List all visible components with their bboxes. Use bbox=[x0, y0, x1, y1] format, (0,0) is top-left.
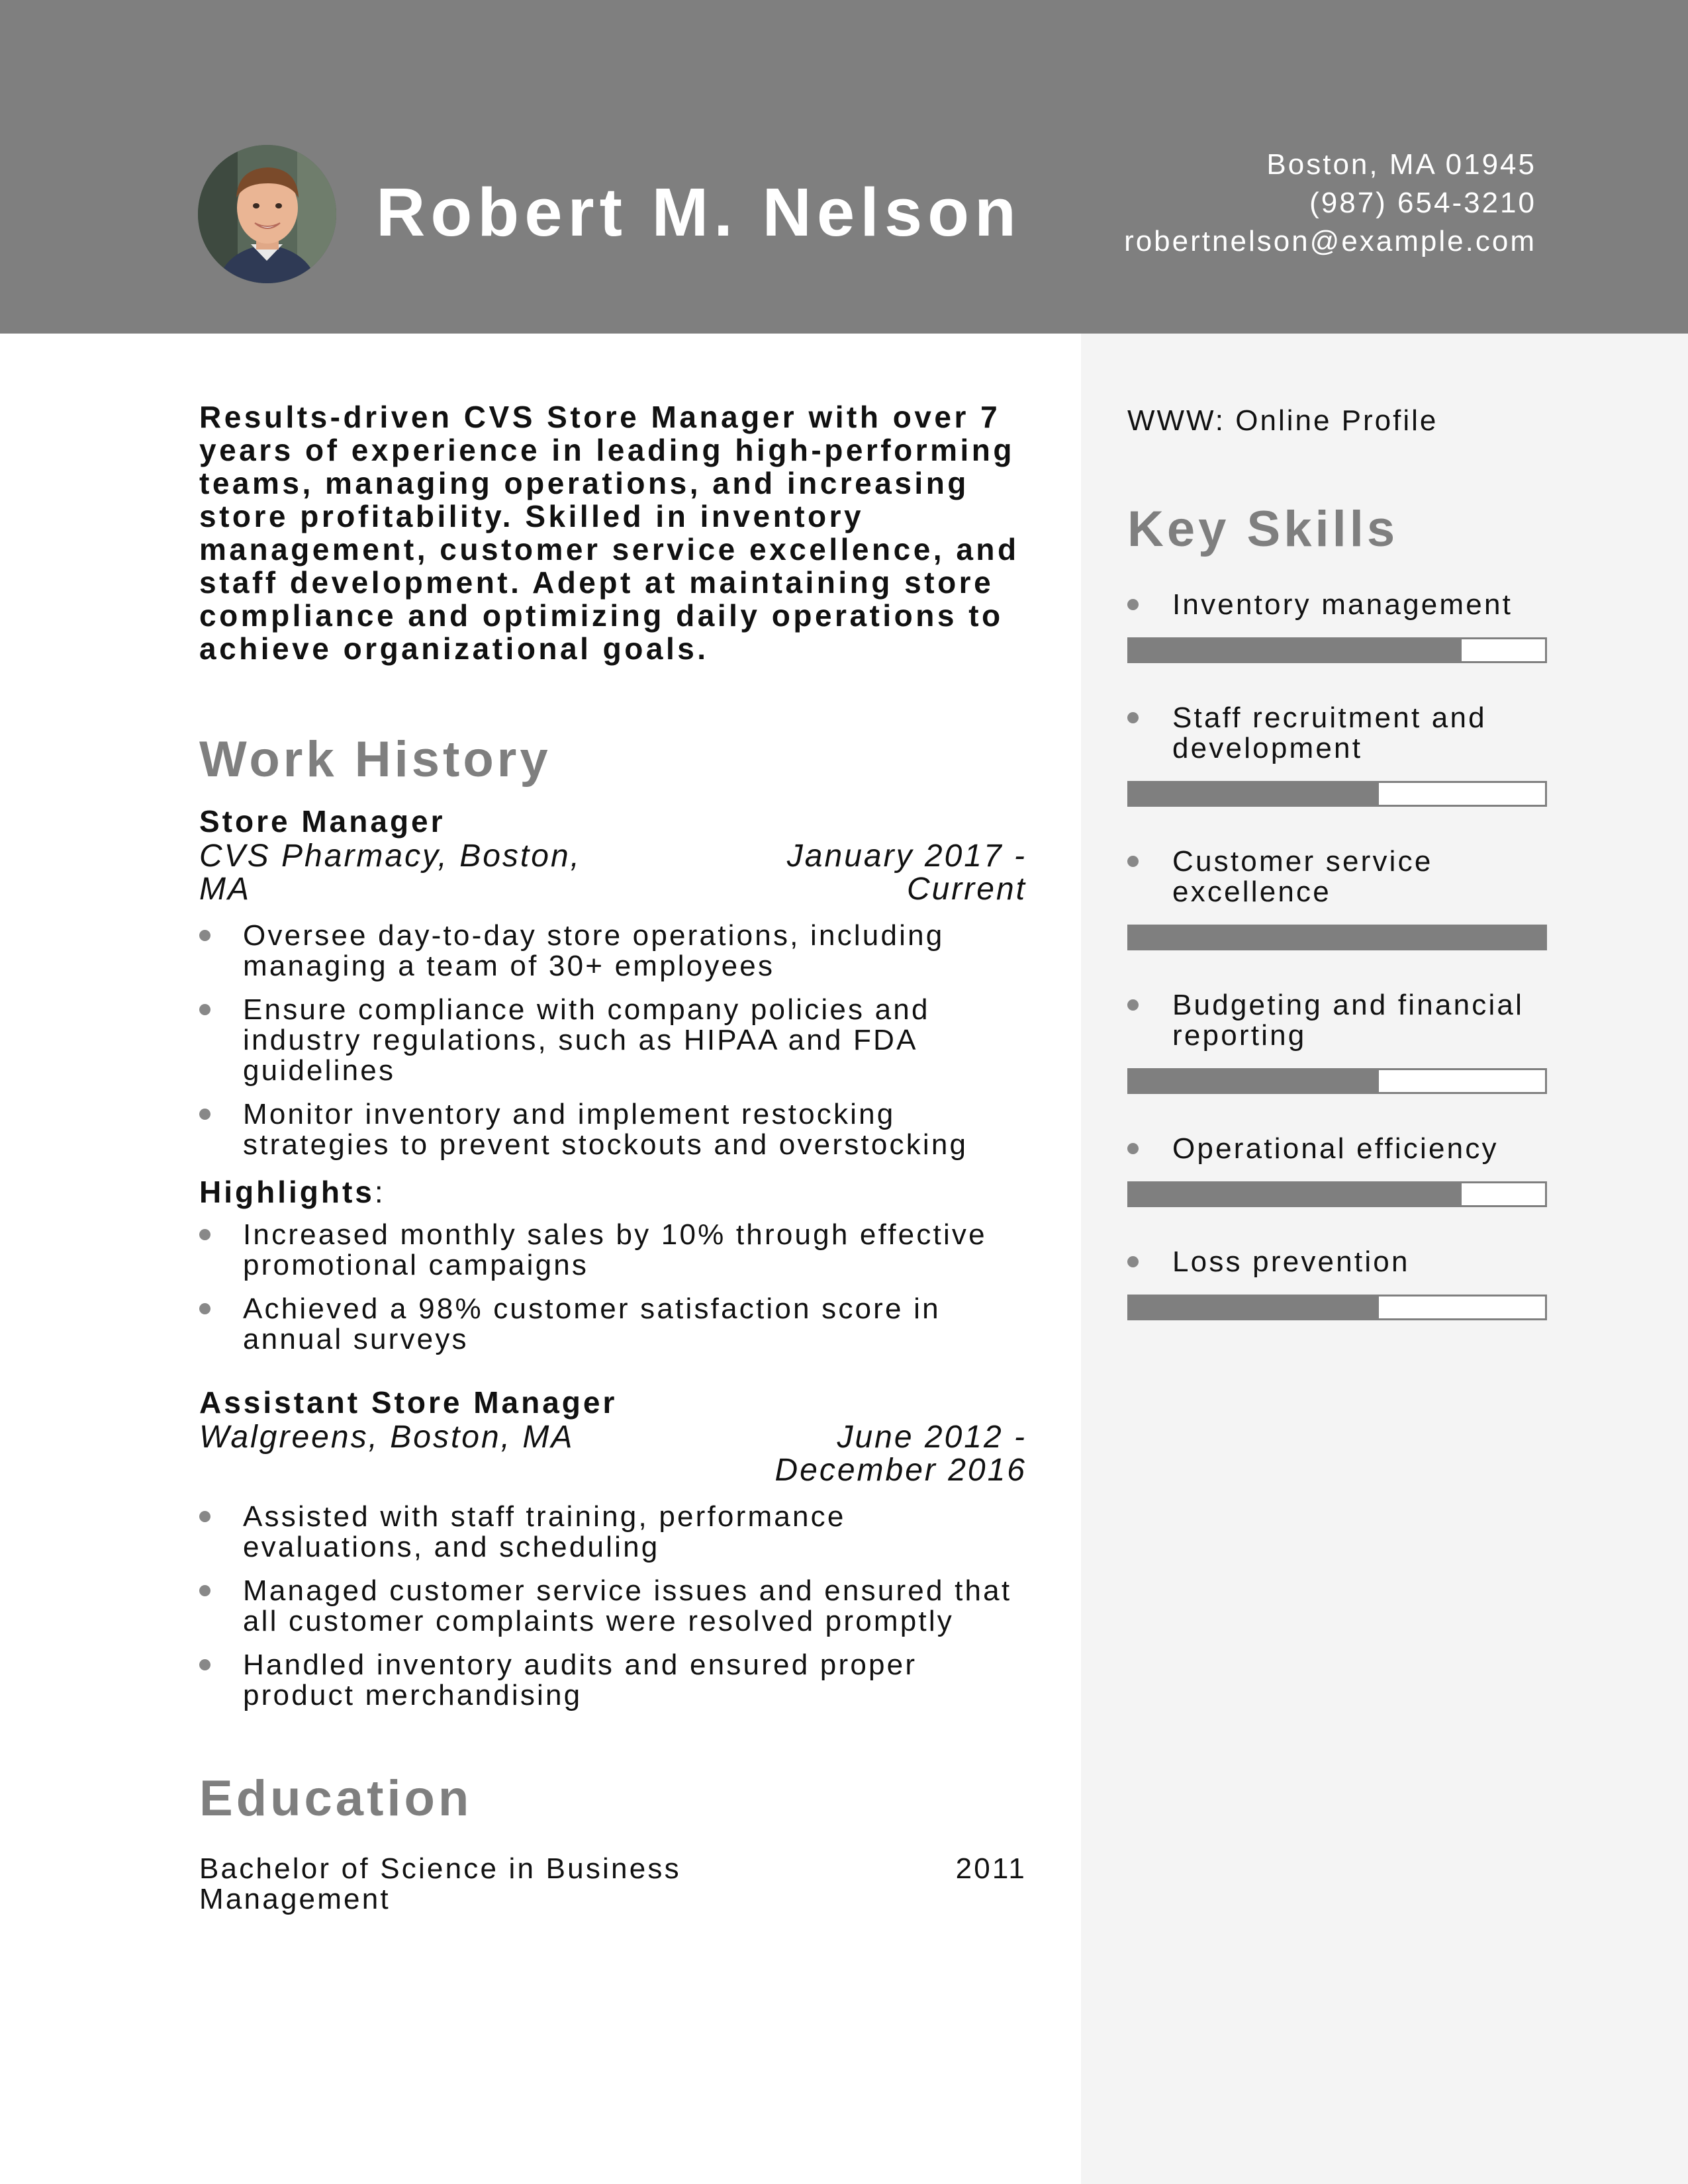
professional-summary: Results-driven CVS Store Manager with over 7 years of experience in leading high-performing teams, managing operations, and increasing store profitability. Skilled in inventory management, customer service excellence, and staff development. Adept at maintaining store compliance and optimizing daily operations to achieve organizational goals. bbox=[199, 400, 1019, 666]
online-profile-link[interactable]: WWW: Online Profile bbox=[1127, 404, 1438, 437]
job-highlights bbox=[199, 1220, 1027, 1355]
job-duties bbox=[199, 921, 1027, 1160]
list-item: Assisted with staff training, performance evaluations, and scheduling bbox=[199, 1502, 1027, 1563]
skill-level-bar bbox=[1127, 1181, 1547, 1207]
main-column bbox=[199, 400, 1027, 1915]
contact-email[interactable]: robertnelson@example.com bbox=[1124, 225, 1536, 257]
job-dates: June 2012 - December 2016 bbox=[774, 1420, 1027, 1488]
list-item: Oversee day-to-day store operations, including managing a team of 30+ employees bbox=[199, 921, 1027, 981]
sidebar-content bbox=[1127, 400, 1551, 1320]
profile-photo bbox=[198, 145, 336, 283]
list-item: Handled inventory audits and ensured proper product merchandising bbox=[199, 1650, 1027, 1711]
key-skills-heading: Key Skills bbox=[1127, 501, 1399, 557]
skill-level-bar bbox=[1127, 925, 1547, 950]
contact-location: Boston, MA 01945 bbox=[1266, 148, 1536, 181]
skill-level-fill bbox=[1129, 1070, 1379, 1092]
skill-level-bar bbox=[1127, 637, 1547, 663]
list-item: Ensure compliance with company policies and industry regulations, such as HIPAA and FDA guidelines bbox=[199, 995, 1027, 1086]
skill-item bbox=[1127, 703, 1551, 807]
education-entry bbox=[199, 1854, 1027, 1915]
job-company: Walgreens, Boston, MA bbox=[199, 1420, 575, 1455]
education-year: 2011 bbox=[955, 1852, 1027, 1885]
list-item: Managed customer service issues and ensured that all customer complaints were resolved promptly bbox=[199, 1576, 1027, 1637]
skill-level-bar bbox=[1127, 1068, 1547, 1094]
list-item: Achieved a 98% customer satisfaction score in annual surveys bbox=[199, 1294, 1027, 1355]
job-title: Assistant Store Manager bbox=[199, 1385, 618, 1420]
job-meta bbox=[199, 840, 1027, 906]
education-heading: Education bbox=[199, 1770, 473, 1827]
skill-level-fill bbox=[1129, 639, 1462, 661]
skill-item bbox=[1127, 590, 1551, 663]
skill-level-bar bbox=[1127, 781, 1547, 807]
skill-name: Operational efficiency bbox=[1127, 1134, 1551, 1164]
list-item: Increased monthly sales by 10% through effective promotional campaigns bbox=[199, 1220, 1027, 1281]
skills-list bbox=[1127, 590, 1551, 1320]
skill-level-bar bbox=[1127, 1295, 1547, 1320]
skill-level-fill bbox=[1129, 1297, 1379, 1318]
contact-info bbox=[1124, 146, 1536, 261]
job-duties bbox=[199, 1502, 1027, 1711]
education-degree: Bachelor of Science in Business Management bbox=[199, 1852, 681, 1915]
resume-header bbox=[0, 0, 1688, 334]
candidate-name: Robert M. Nelson bbox=[376, 174, 1021, 250]
skill-item bbox=[1127, 846, 1551, 950]
job-entry bbox=[199, 803, 1027, 1355]
job-meta bbox=[199, 1421, 1027, 1487]
job-company: CVS Pharmacy, Boston, MA bbox=[199, 839, 581, 907]
highlights-label: Highlights: bbox=[199, 1175, 386, 1209]
skill-level-fill bbox=[1129, 927, 1545, 948]
skill-item bbox=[1127, 990, 1551, 1094]
contact-phone[interactable]: (987) 654-3210 bbox=[1309, 187, 1536, 219]
skill-level-fill bbox=[1129, 1183, 1462, 1205]
skill-item bbox=[1127, 1134, 1551, 1207]
skill-name: Staff recruitment and development bbox=[1127, 703, 1551, 764]
job-title: Store Manager bbox=[199, 804, 445, 839]
job-dates: January 2017 - Current bbox=[786, 839, 1027, 907]
skill-level-fill bbox=[1129, 783, 1379, 805]
highlights-label-text: Highlights bbox=[199, 1175, 375, 1209]
skill-name: Budgeting and financial reporting bbox=[1127, 990, 1551, 1051]
work-history-heading: Work History bbox=[199, 731, 551, 788]
skill-name: Inventory management bbox=[1127, 590, 1551, 620]
skill-name: Customer service excellence bbox=[1127, 846, 1551, 907]
skill-name: Loss prevention bbox=[1127, 1247, 1551, 1277]
skill-item bbox=[1127, 1247, 1551, 1320]
job-entry bbox=[199, 1384, 1027, 1711]
list-item: Monitor inventory and implement restocking strategies to prevent stockouts and overstocking bbox=[199, 1099, 1027, 1160]
